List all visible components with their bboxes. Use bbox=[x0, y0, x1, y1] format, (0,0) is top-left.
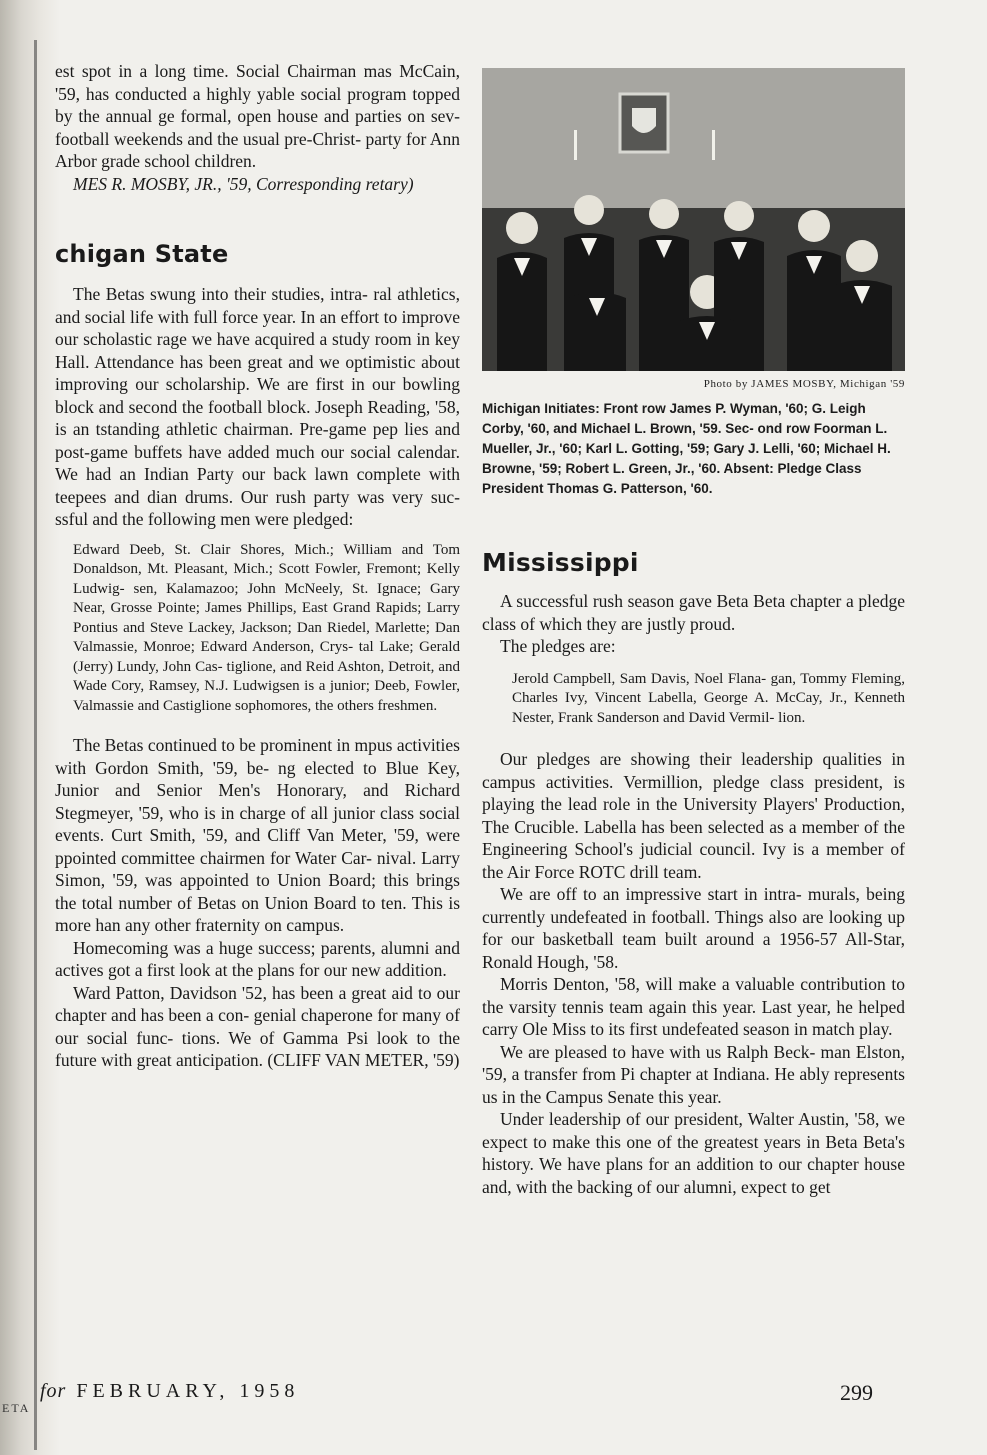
section-heading-mississippi: Mississippi bbox=[482, 548, 639, 577]
issue-footer bbox=[40, 1380, 299, 1403]
section-heading-michigan-state: chigan State bbox=[55, 240, 229, 268]
right-column bbox=[482, 548, 905, 1198]
chapter-photo bbox=[482, 68, 905, 371]
footer-for: for bbox=[40, 1380, 67, 1402]
intro-paragraph: est spot in a long time. Social Chairman mas McCain, '59, has conducted a highly yable social program topped by the annual ge formal, open house and parties on sev- football weekends and the usual pre-Christ- party for Ann Arbor grade school children. bbox=[55, 61, 460, 171]
mississippi-paragraph-3: Our pledges are showing their leadership qualities in campus activities. Vermillion, pledge class president, is playing the lead role in the University Players' Production, The Crucible. Labella has been selected as a member of the Engineering School's judicial council. Ivy is a member of the Air Force ROTC drill team. bbox=[482, 749, 905, 882]
photo-caption: Michigan Initiates: Front row James P. Wyman, '60; G. Leigh Corby, '60, and Michael L. Brown, '59. Sec- ond row Foorman L. Mueller, Jr., '60; Karl L. Gotting, '59; Gary J. Lelli, '60; Michael H. Browne, '59; Robert L. Green, Jr., '60. Absent: Pledge Class President Thomas G. Patterson, '60. bbox=[482, 401, 891, 496]
mississippi-paragraph-6: We are pleased to have with us Ralph Beck- man Elston, '59, a transfer from Pi chapter at Indiana. He ably represents us in the Campus Senate this year. bbox=[482, 1041, 905, 1107]
michigan-state-paragraph-2: The Betas continued to be prominent in mpus activities with Gordon Smith, '59, be- ng elected to Blue Key, Junior and Senior Men's Honorary, and Richard Stegmeyer, '59, who is in charge of all junior class social events. Curt Smith, '59, and Cliff Van Meter, '59, were ppointed committee chairmen for Water Car- nival. Larry Simon, '59, was appointed to Union Board; this brings the total number of Betas on Union Board to ten. This is more han any other fraternity on campus. bbox=[55, 735, 460, 935]
michigan-state-pledge-list: Edward Deeb, St. Clair Shores, Mich.; William and Tom Donaldson, Mt. Pleasant, Mich.; Scott Fowler, Fremont; Kelly Ludwig- sen, Kalamazoo; John McNeely, St. Ignace; Gary Near, Grosse Pointe; James Phillips, East Grand Rapids; Larry Pontius and Steve Lackey, Jackson; Dan Riedel, Marlette; Dan Valmassie, Monroe; Edward Anderson, Crys- tal Lake; Gerald (Jerry) Lundy, John Cas- tiglione, and Reid Ashton, Detroit, and Wade Cory, Ramsey, N.J. Ludwigsen is a junior; Deeb, Fowler, Valmassie and Castiglione sophomores, the others freshmen. bbox=[73, 541, 460, 714]
page-number: 299 bbox=[840, 1380, 873, 1405]
mississippi-paragraph-1: A successful rush season gave Beta Beta chapter a pledge class of which they are justly proud. bbox=[482, 591, 905, 634]
mississippi-paragraph-4: We are off to an impressive start in intra- murals, being currently undefeated in football. Things also are looking up for our basketball team built around a 1956-57 All-Star, Ronald Hough, '58. bbox=[482, 884, 905, 972]
michigan-state-paragraph-3: Homecoming was a huge success; parents, alumni and actives got a first look at the plans for our new addition. bbox=[55, 937, 460, 980]
photo-initiates-group bbox=[482, 68, 905, 371]
mississippi-paragraph-2: The pledges are: bbox=[500, 636, 616, 656]
footer-issue-date: FEBRUARY, 1958 bbox=[76, 1380, 300, 1402]
margin-fragment: ETA bbox=[2, 1402, 31, 1414]
mississippi-paragraph-5: Morris Denton, '58, will make a valuable contribution to the varsity tennis team again this year. Last year, he helped carry Ole Miss to its first undefeated season in match play. bbox=[482, 974, 905, 1039]
binding-gutter bbox=[0, 0, 60, 1455]
binding-shadow bbox=[34, 40, 37, 1450]
michigan-state-paragraph-1: The Betas swung into their studies, intra- ral athletics, and social life with full force year. In an effort to improve our scholastic rage we have acquired a study room in key Hall. Attendance has been great and we optimistic about improving our scholarship. We are first in our bowling block and second the football block. Joseph Reading, '58, is an tstanding athletic chairman. Pre-game pep lies and post-game buffets have added much our social calendar. We had an Indian Party our back lawn complete with teepees and dian drums. Our rush party was very suc- ssful and the following men were pledged: bbox=[55, 284, 460, 529]
left-column bbox=[55, 60, 460, 1072]
michigan-state-paragraph-4: Ward Patton, Davidson '52, has been a great aid to our chapter and has been a con- genial chaperone for many of our social func- tions. We of Gamma Psi look to the future with great anticipation. (CLIFF VAN METER, '59) bbox=[55, 982, 460, 1070]
mississippi-pledge-list: Jerold Campbell, Sam Davis, Noel Flana- gan, Tommy Fleming, Charles Ivy, Vincent Labella, George A. McCay, Jr., Kenneth Nester, Frank Sanderson and David Vermil- lion. bbox=[512, 670, 905, 726]
photo-credit: Photo by JAMES MOSBY, Michigan '59 bbox=[703, 378, 905, 390]
mississippi-paragraph-7: Under leadership of our president, Walter Austin, '58, we expect to make this one of the greatest years in Beta Beta's history. We have plans for an addition to our chapter house and, with the backing of our alumni, expect to get bbox=[482, 1109, 905, 1197]
intro-signature: MES R. MOSBY, JR., '59, Corresponding retary) bbox=[73, 173, 414, 194]
